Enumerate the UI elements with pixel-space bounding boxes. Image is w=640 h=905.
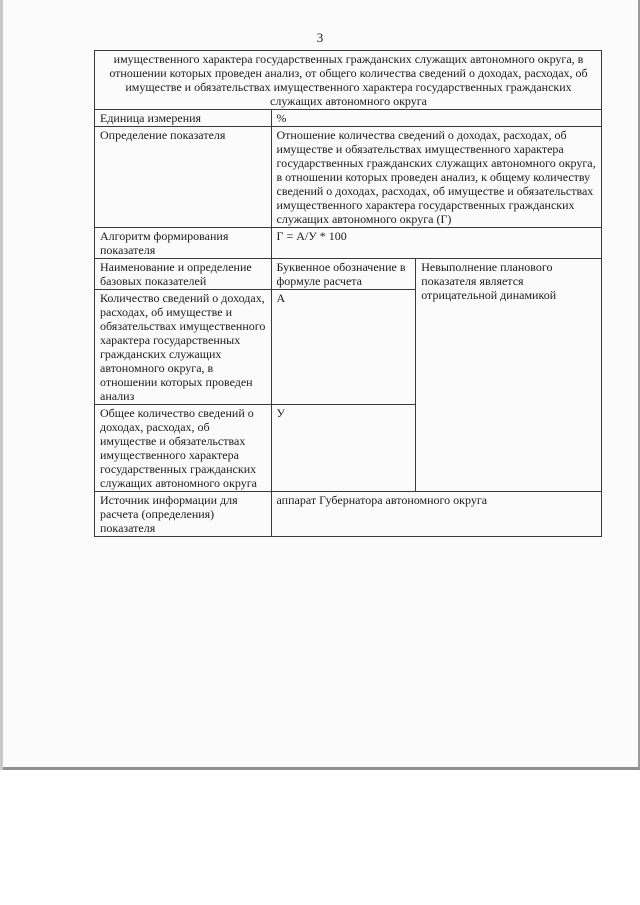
base-row-letter: А [271,290,416,405]
unit-value: % [271,110,601,127]
source-value: аппарат Губернатора автономного округа [271,492,601,537]
unit-label: Единица измерения [95,110,272,127]
scan-edge [0,0,3,770]
algorithm-value: Г = А/У * 100 [271,228,601,259]
definition-value: Отношение количества сведений о доходах, расходах, об имуществе и обязательствах имущественного характера государственных гражданских служащих автономного округа, в отношении которых проведен анализ, к общему количеству сведений о доходах, расходах, об имуществе и обязательствах имущественного характера государственных гражданских служащих автономного округа (Г) [271,127,601,228]
table-row [95,127,602,228]
base-header-note: Невыполнение планового показателя является отрицательной динамикой [416,259,602,492]
page-number: 3 [316,30,324,45]
definition-label: Определение показателя [95,127,272,228]
table-row [95,51,602,110]
base-header-letter: Буквенное обозначение в формуле расчета [271,259,416,290]
algorithm-label: Алгоритм формирования показателя [95,228,272,259]
source-label: Источник информации для расчета (определения) показателя [95,492,272,537]
indicator-table [94,50,602,537]
base-header-name: Наименование и определение базовых показателей [95,259,272,290]
indicator-title: имущественного характера государственных гражданских служащих автономного округа, в отношении которых проведен анализ, от общего количества сведений о доходах, расходах, об имуществе и обязательствах имущественного характера государственных гражданских служащих автономного округа [95,51,602,110]
base-row-name: Количество сведений о доходах, расходах, об имуществе и обязательствах имущественного характера государственных гражданских служащих автономного округа, в отношении которых проведен анализ [95,290,272,405]
base-row-letter: У [271,405,416,492]
page-margin [0,773,640,905]
base-row-name: Общее количество сведений о доходах, расходах, об имуществе и обязательствах имущественного характера государственных гражданских служащих автономного округа [95,405,272,492]
table-row [95,259,602,290]
table-row [95,492,602,537]
table-row [95,110,602,127]
table-row [95,228,602,259]
